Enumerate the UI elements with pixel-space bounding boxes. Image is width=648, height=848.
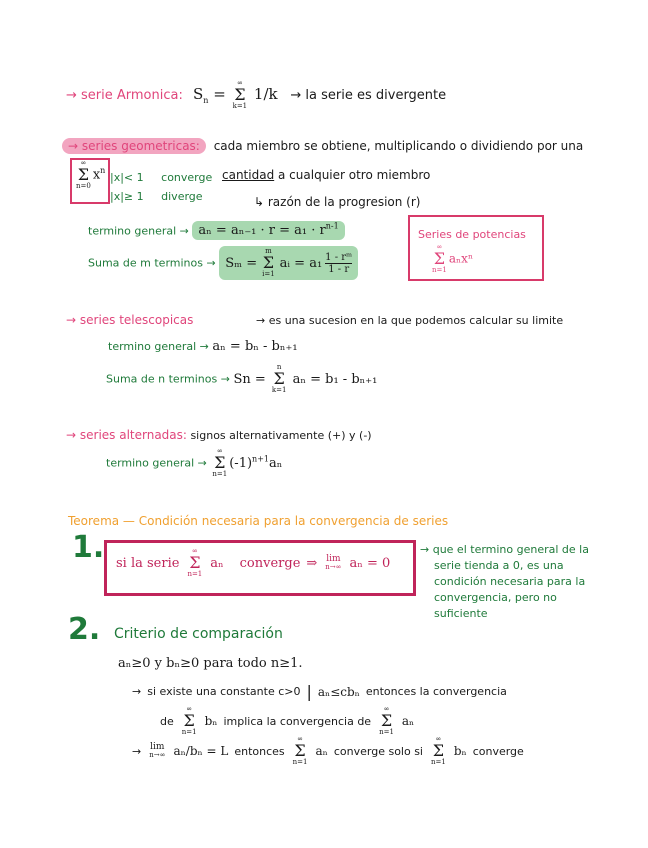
geometric-sum: ∞ Σ n=0 $x^n$	[76, 159, 106, 190]
geometricas-label: → series geometricas:	[62, 138, 206, 154]
criterio-title: Criterio de comparación	[114, 626, 283, 642]
potencias-title: Series de potencias	[418, 228, 526, 241]
tele-termino-general: termino general → aₙ = bₙ - bₙ₊₁	[108, 339, 298, 354]
geometricas-header	[62, 139, 583, 153]
cantidad-word: cantidad	[222, 168, 275, 182]
geometricas-desc-1: cada miembro se obtiene, multiplicando o dividiendo por una	[213, 139, 584, 153]
teorema-box-content: si la serie ∞ Σ n=1 aₙ converge ⇒ lim n→∞ aₙ = 0	[116, 547, 391, 578]
razon-line: ↳ razón de la progresion (r)	[254, 195, 421, 209]
armonica-conclusion: → la serie es divergente	[290, 88, 447, 103]
armonica-label: → serie Armonica:	[66, 88, 183, 103]
teorema-title: Teorema — Condición necesaria para la convergencia de series	[68, 514, 449, 528]
criterio-line-2: de ∞ Σ n=1 bₙ implica la convergencia de ∞ Σ n=1 aₙ	[160, 705, 415, 736]
cond-2: |x|≥ 1 diverge	[110, 190, 203, 203]
potencias-box	[408, 215, 544, 281]
geometricas-desc-2-line	[222, 168, 430, 182]
geo-termino-general: termino general → $a_n = a_{n-1} \cdot r = a_1 \cdot r^{n-1}$	[88, 222, 345, 238]
teorema-note: → que el termino general de la serie tienda a 0, es una condición necesaria para la convergencia, pero no suficiente	[420, 543, 589, 620]
teorema-number: 1.	[72, 530, 105, 565]
armonica-line	[66, 80, 446, 110]
tele-suma: Suma de n terminos → Sn = n Σ k=1 aₙ = b₁ - bₙ₊₁	[106, 363, 378, 394]
criterio-number: 2.	[68, 612, 101, 647]
geo-suma: Suma de m terminos → Sₘ = m Σ i=1 aᵢ = a₁ 1 - rᵐ 1 - r	[88, 246, 358, 280]
telescopicas-label: → series telescopicas	[66, 313, 194, 327]
telescopicas-annotation: → es una sucesion en la que podemos calcular su limite	[256, 314, 564, 327]
alternadas-termino-general: termino general → ∞ Σ n=1 $(-1)^{n+1}a_n$	[106, 447, 283, 478]
criterio-cond: aₙ≥0 y bₙ≥0 para todo n≥1.	[118, 656, 303, 671]
criterio-line-1: → si existe una constante c>0 | aₙ≤cbₙ entonces la convergencia	[132, 682, 507, 701]
criterio-line-3: → lim n→∞ aₙ/bₙ = L entonces ∞ Σ n=1 aₙ converge solo si ∞ Σ n=1 bₙ converge	[132, 735, 524, 766]
armonica-formula: $S_n$ = ∞ Σ k=1 1/k	[193, 79, 278, 110]
potencias-sum: ∞ Σ n=1 aₙxⁿ	[432, 243, 474, 274]
geometricas-desc-2: a cualquier otro miembro	[278, 168, 431, 182]
sum-symbol: ∞ Σ k=1	[232, 79, 248, 110]
cond-1: |x|< 1 converge	[110, 171, 213, 184]
alternadas-line: → series alternadas: signos alternativamente (+) y (-)	[66, 428, 372, 442]
